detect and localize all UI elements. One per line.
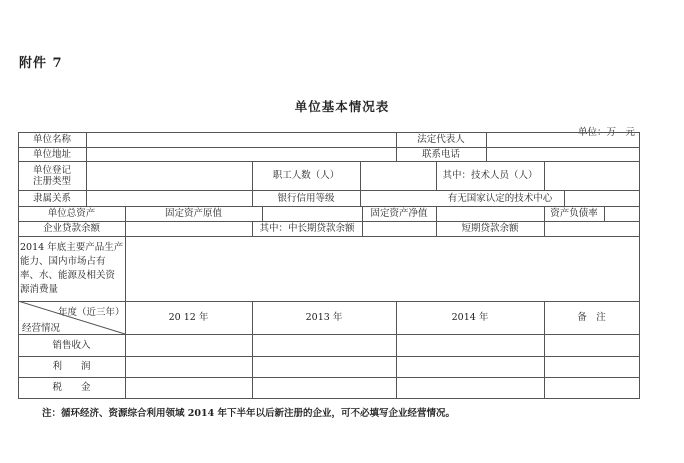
table-line — [639, 132, 640, 398]
table-line — [18, 398, 640, 399]
table-line — [125, 236, 126, 301]
loan-label: 企业贷款余额 — [42, 223, 100, 234]
phone-label: 联系电话 — [421, 148, 460, 160]
tech-staff-label: 其中：技术人员（人） — [442, 170, 538, 181]
debt-ratio-label: 资产负债率 — [550, 208, 598, 219]
table-line — [486, 132, 487, 161]
address-label: 单位地址 — [32, 148, 71, 160]
attachment-label: 附件 7 — [19, 56, 63, 71]
sales-label: 销售收入 — [52, 339, 91, 351]
footnote: 注：循环经济、资源综合利用领域 2014 年下半年以后新注册的企业，可不必填写企业经营情况。 — [42, 408, 456, 419]
staff-label: 职工人数（人） — [272, 170, 340, 181]
form-title: 单位基本情况表 — [294, 99, 390, 114]
table-line — [436, 206, 437, 221]
total-assets-label: 单位总资产 — [47, 208, 96, 219]
remark-header: 备 注 — [577, 312, 606, 323]
table-line — [18, 236, 640, 237]
table-line — [564, 190, 565, 206]
tax-label: 税 金 — [52, 382, 91, 393]
year-2014-header: 2014 年 — [451, 312, 489, 323]
legal-rep-label: 法定代表人 — [417, 134, 465, 145]
year-header-label: 年度（近三年） — [58, 307, 125, 318]
capacity-label: 2014 年底主要产品生产能力、国内市场占有率、水、能源及相关资源消费量 — [20, 242, 124, 295]
reg-type-label — [18, 161, 86, 190]
tech-center-label: 有无国家认定的技术中心 — [447, 192, 553, 204]
table-line — [360, 161, 361, 190]
year-2012-header: 20 12 年 — [168, 312, 209, 323]
table-line — [18, 147, 640, 148]
long-loan-label: 其中：中长期贷款余额 — [259, 223, 355, 234]
table-line — [604, 206, 605, 221]
table-line — [544, 221, 545, 236]
credit-label: 银行信用等级 — [277, 192, 335, 204]
reg-type-line-1: 单位登记 — [32, 164, 71, 176]
year-2013-header: 2013 年 — [305, 312, 343, 323]
profit-label: 利 润 — [52, 361, 91, 372]
short-loan-label: 短期贷款余额 — [461, 223, 519, 234]
table-line — [360, 190, 361, 206]
affiliation-label: 隶属关系 — [32, 192, 71, 204]
fixed-net-label: 固定资产净值 — [370, 208, 428, 219]
table-line — [18, 132, 640, 133]
fixed-orig-label: 固定资产原值 — [164, 208, 222, 219]
table-line — [86, 132, 87, 206]
reg-type-line-2: 注册类型 — [32, 175, 71, 187]
info-table — [18, 132, 640, 398]
table-line — [544, 161, 545, 190]
table-line — [262, 206, 263, 221]
ops-header-label: 经营情况 — [22, 323, 61, 334]
unit-name-label: 单位名称 — [32, 134, 71, 145]
table-line — [362, 221, 363, 236]
